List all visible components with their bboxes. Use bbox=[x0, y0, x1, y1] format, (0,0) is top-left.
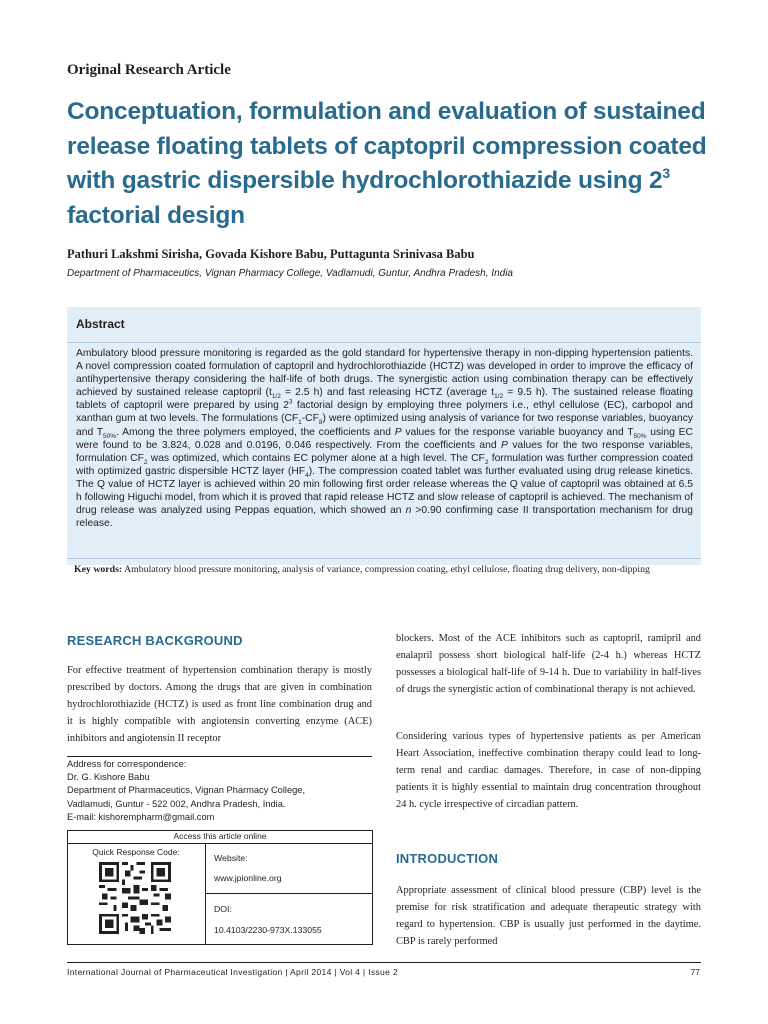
abstract-text: = 2.5 h) and fast releasing HCTZ (average t bbox=[280, 387, 495, 399]
affiliation: Department of Pharmaceutics, Vignan Pharmacy College, Vadlamudi, Guntur, Andhra Pradesh, India bbox=[67, 268, 513, 279]
research-background-text: For effective treatment of hypertension combination therapy is mostly prescribed by doctors. Among the drugs that are given in combination hydrochlorothiazide (HCTZ) is used as front line combination drug and it is highly compatible with angiotensin converting enzyme (ACE) inhibitors and angiotensin II receptor bbox=[67, 665, 372, 744]
abstract-sub: 2 bbox=[143, 458, 148, 466]
doi-label: DOI: bbox=[214, 904, 232, 914]
abstract-sub: 8 bbox=[318, 419, 323, 427]
abstract-sub: 1/2 bbox=[271, 393, 281, 401]
abstract-heading: Abstract bbox=[76, 317, 125, 331]
keywords-text: Ambulatory blood pressure monitoring, analysis of variance, compression coating, ethyl cellulose, floating drug delivery, non-dipping bbox=[122, 564, 650, 575]
abstract-text: -CF bbox=[301, 413, 319, 425]
correspondence-address: Vadlamudi, Guntur - 522 002, Andhra Pradesh, India. bbox=[67, 798, 286, 809]
keywords bbox=[74, 562, 694, 577]
abstract-body bbox=[76, 347, 693, 530]
abstract-italic: P bbox=[501, 439, 508, 451]
website-label: Website: bbox=[214, 853, 248, 863]
abstract-sub: 50% bbox=[103, 432, 117, 440]
research-background-heading: RESEARCH BACKGROUND bbox=[67, 633, 243, 648]
correspondence-rule bbox=[67, 756, 372, 757]
abstract-text: ). The compression coated tablet was further evaluated using drug release kinetics. The Q value of HCTZ layer is achieved within 20 min following first order release whereas the Q value of captopril was obtained at 6.5 h following Higuchi model, from which it is proved that rapid release HCTZ and slow release of captopril is achieved. The mechanism of drug release was analyzed using Peppas equation, which showed an bbox=[76, 465, 693, 517]
correspondence-email[interactable]: E-mail: kishorempharm@gmail.com bbox=[67, 811, 215, 822]
right-col-paragraph-2: Considering various types of hypertensive patients as per American Heart Association, ineffective combination therapy could lead to long-term renal and cardiac damages. Therefore, in case of non-dipping patients it is highly essential to maintain drug concentration throughout 24 h. cycle irrespective of circadian pattern. bbox=[396, 731, 701, 810]
abstract-text: factorial design by employing three polymers i.e., ethyl cellulose (EC), carbopol and xanthan gum at two levels. The formulations (CF bbox=[76, 400, 694, 425]
author-list: Pathuri Lakshmi Sirisha, Govada Kishore Babu, Puttagunta Srinivasa Babu bbox=[67, 247, 475, 261]
abstract-text: was optimized, which contains EC polymer alone at a high level. The CF bbox=[147, 452, 485, 464]
abstract-text: = 9.5 h). The sustained release floating tablets of captopril were prepared by using 2 bbox=[76, 387, 694, 412]
abstract-text: Ambulatory blood pressure monitoring is regarded as the gold standard for hypertensive therapy in non-dipping hypertension patients. A novel compression coated formulation of captopril and hydrochlorothiazide (HCTZ) was developed in order to improve the efficacy of antihypertensive therapy considering the half-life of both drugs. The synergistic action using combination therapy can be effectively achieved by sustained release captopril (t bbox=[76, 348, 693, 399]
abstract-italic: P bbox=[394, 426, 402, 438]
title-main: Conceptuation, formulation and evaluation of sustained release floating tablets of captopril compression coated with gastric dispersible hydrochlorothiazide using 2 bbox=[67, 98, 707, 194]
correspondence-label: Address for correspondence: bbox=[67, 759, 187, 769]
abstract-sub: 50% bbox=[633, 432, 647, 440]
qr-code-icon[interactable] bbox=[99, 862, 171, 934]
article-type: Original Research Article bbox=[67, 62, 231, 78]
abstract-divider bbox=[67, 342, 701, 343]
access-divider-vertical bbox=[205, 844, 206, 945]
abstract-text: using EC were found to be 3.824, 0.028 and 0.0196, 0.046 respectively. From the coefficients and bbox=[76, 426, 693, 451]
page-number: 77 bbox=[690, 967, 700, 977]
introduction-heading: INTRODUCTION bbox=[396, 851, 499, 866]
keywords-divider bbox=[67, 558, 701, 559]
access-online-heading: Access this article online bbox=[67, 830, 373, 844]
title-tail: factorial design bbox=[67, 201, 245, 229]
website-link[interactable]: www.jpionline.org bbox=[214, 873, 282, 883]
abstract-italic: n bbox=[405, 505, 412, 517]
abstract-sup: 3 bbox=[288, 398, 293, 406]
abstract-sub: 4 bbox=[305, 471, 309, 479]
footer-rule bbox=[67, 962, 701, 963]
correspondence-block bbox=[67, 758, 372, 824]
footer-journal: International Journal of Pharmaceutical Investigation | April 2014 | Vol 4 | Issue 2 bbox=[67, 967, 398, 977]
article-title bbox=[67, 95, 707, 233]
abstract-text: . Among the three polymers employed, the coefficients and bbox=[116, 426, 395, 438]
keywords-label: Key words: bbox=[74, 564, 123, 575]
abstract-text: formulation was further compression coated with optimized gastric dispersible HCTZ layer (HF bbox=[76, 452, 693, 477]
abstract-sub: 1/2 bbox=[494, 393, 504, 401]
abstract-sub: 2 bbox=[484, 458, 489, 466]
correspondence-dept: Department of Pharmaceutics, Vignan Pharmacy College, bbox=[67, 785, 306, 796]
abstract-text: >0.90 confirming case II transportation mechanism for drug release. bbox=[76, 505, 693, 530]
abstract-text: ) were optimized using analysis of variance for two response variables, buoyancy and T bbox=[76, 413, 693, 438]
abstract-sub: 1 bbox=[298, 419, 302, 427]
doi-value[interactable]: 10.4103/2230-973X.133055 bbox=[214, 925, 322, 935]
right-col-paragraph-1: blockers. Most of the ACE inhibitors such as captopril, ramipril and enalapril possess short biological half-life (2-4 h.) whereas HCTZ possesses a biological half-life of 9-14 h. Due to variability in half-lives of drugs the synergistic action of combinational therapy is not achieved. bbox=[396, 633, 701, 695]
abstract-text: values for the response variable buoyancy and T bbox=[401, 426, 634, 438]
title-superscript: 3 bbox=[662, 165, 670, 181]
introduction-text: Appropriate assessment of clinical blood pressure (CBP) level is the premise for risk stratification and adequate therapeutic strategy with regard to hypertension. CBP is usually just performed in the daytime. CBP is rarely performed bbox=[396, 885, 701, 947]
qr-label: Quick Response Code: bbox=[92, 847, 180, 857]
correspondence-name: Dr. G. Kishore Babu bbox=[67, 772, 150, 783]
access-divider-horizontal bbox=[205, 893, 373, 894]
abstract-text: values for the two response variables, formulation CF bbox=[76, 439, 693, 464]
